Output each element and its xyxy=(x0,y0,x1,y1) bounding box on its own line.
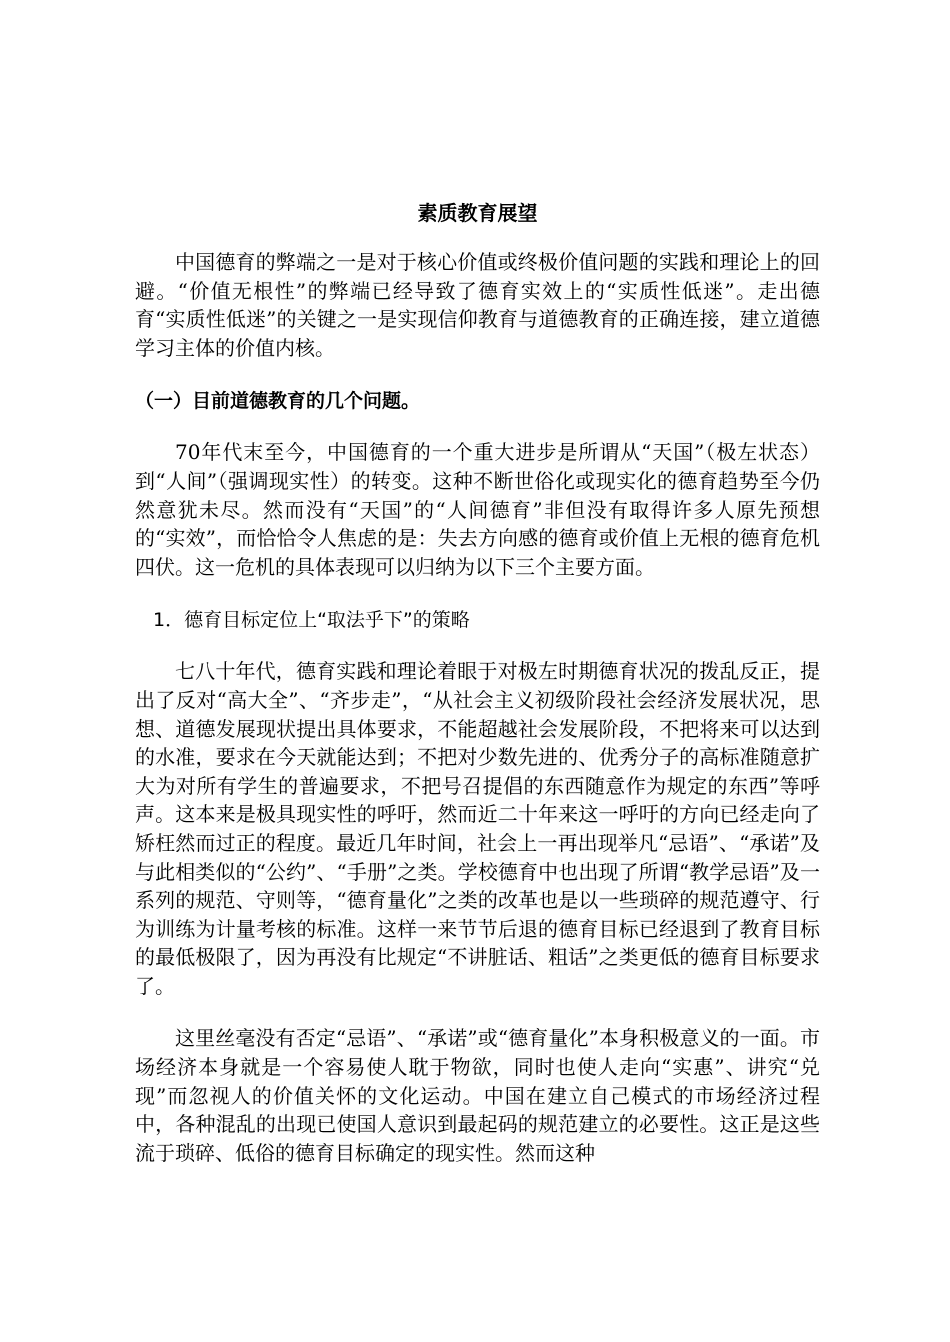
paragraph-strategy: 七八十年代，德育实践和理论着眼于对极左时期德育状况的拨乱反正，提出了反对“高大全”、“齐步走”，“从社会主义初级阶段社会经济发展状况，思想、道德发展现状提出具体要求，不能超越社会发展阶段，不把将来可以达到的水准，要求在今天就能达到；不把对少数先进的、优秀分子的高标准随意扩大为对所有学生的普遍要求，不把号召提倡的东西随意作为规定的东西”等呼声。这本来是极具现实性的呼吁，然而近二十年来这一呼吁的方向已经走向了矫枉然而过正的程度。最近几年时间，社会上一再出现举凡“忌语”、“承诺”及与此相类似的“公约”、“手册”之类。学校德育中也出现了所谓“教学忌语”及一系列的规范、守则等，“德育量化”之类的改革也是以一些琐碎的规范遵守、行为训练为计量考核的标准。这样一来节节后退的德育目标已经退到了教育目标的最低极限了，因为再没有比规定“不讲脏话、粗话”之类更低的德育目标要求了。 xyxy=(135,659,820,998)
paragraph-intro: 中国德育的弊端之一是对于核心价值或终极价值问题的实践和理论上的回避。“价值无根性”的弊端已经导致了德育实效上的“实质性低迷”。走出德育“实质性低迷”的关键之一是实现信仰教育与道德教育的正确连接，建立道德学习主体的价值内核。 xyxy=(135,250,820,360)
document-body xyxy=(135,196,820,1167)
subsection-heading: 1．德育目标定位上“取法乎下”的策略 xyxy=(153,609,470,632)
section-heading: （一）目前道德教育的几个问题。 xyxy=(135,390,421,413)
paragraph-background: 70年代末至今，中国德育的一个重大进步是所谓从“天国”（极左状态）到“人间”（强调现实性）的转变。这种不断世俗化或现实化的德育趋势至今仍然意犹未尽。然而没有“天国”的“人间德育”非但没有取得许多人原先预想的“实效”，而恰恰令人焦虑的是：失去方向感的德育或价值上无根的德育危机四伏。这一危机的具体表现可以归纳为以下三个主要方面。 xyxy=(135,440,820,579)
paragraph-market: 这里丝毫没有否定“忌语”、“承诺”或“德育量化”本身积极意义的一面。市场经济本身就是一个容易使人耽于物欲，同时也使人走向“实惠”、讲究“兑现”而忽视人的价值关怀的文化运动。中国在建立自己模式的市场经济过程中，各种混乱的出现已使国人意识到最起码的规范建立的必要性。这正是这些流于琐碎、低俗的德育目标确定的现实性。然而这种 xyxy=(135,1026,820,1165)
document-title: 素质教育展望 xyxy=(417,201,538,225)
